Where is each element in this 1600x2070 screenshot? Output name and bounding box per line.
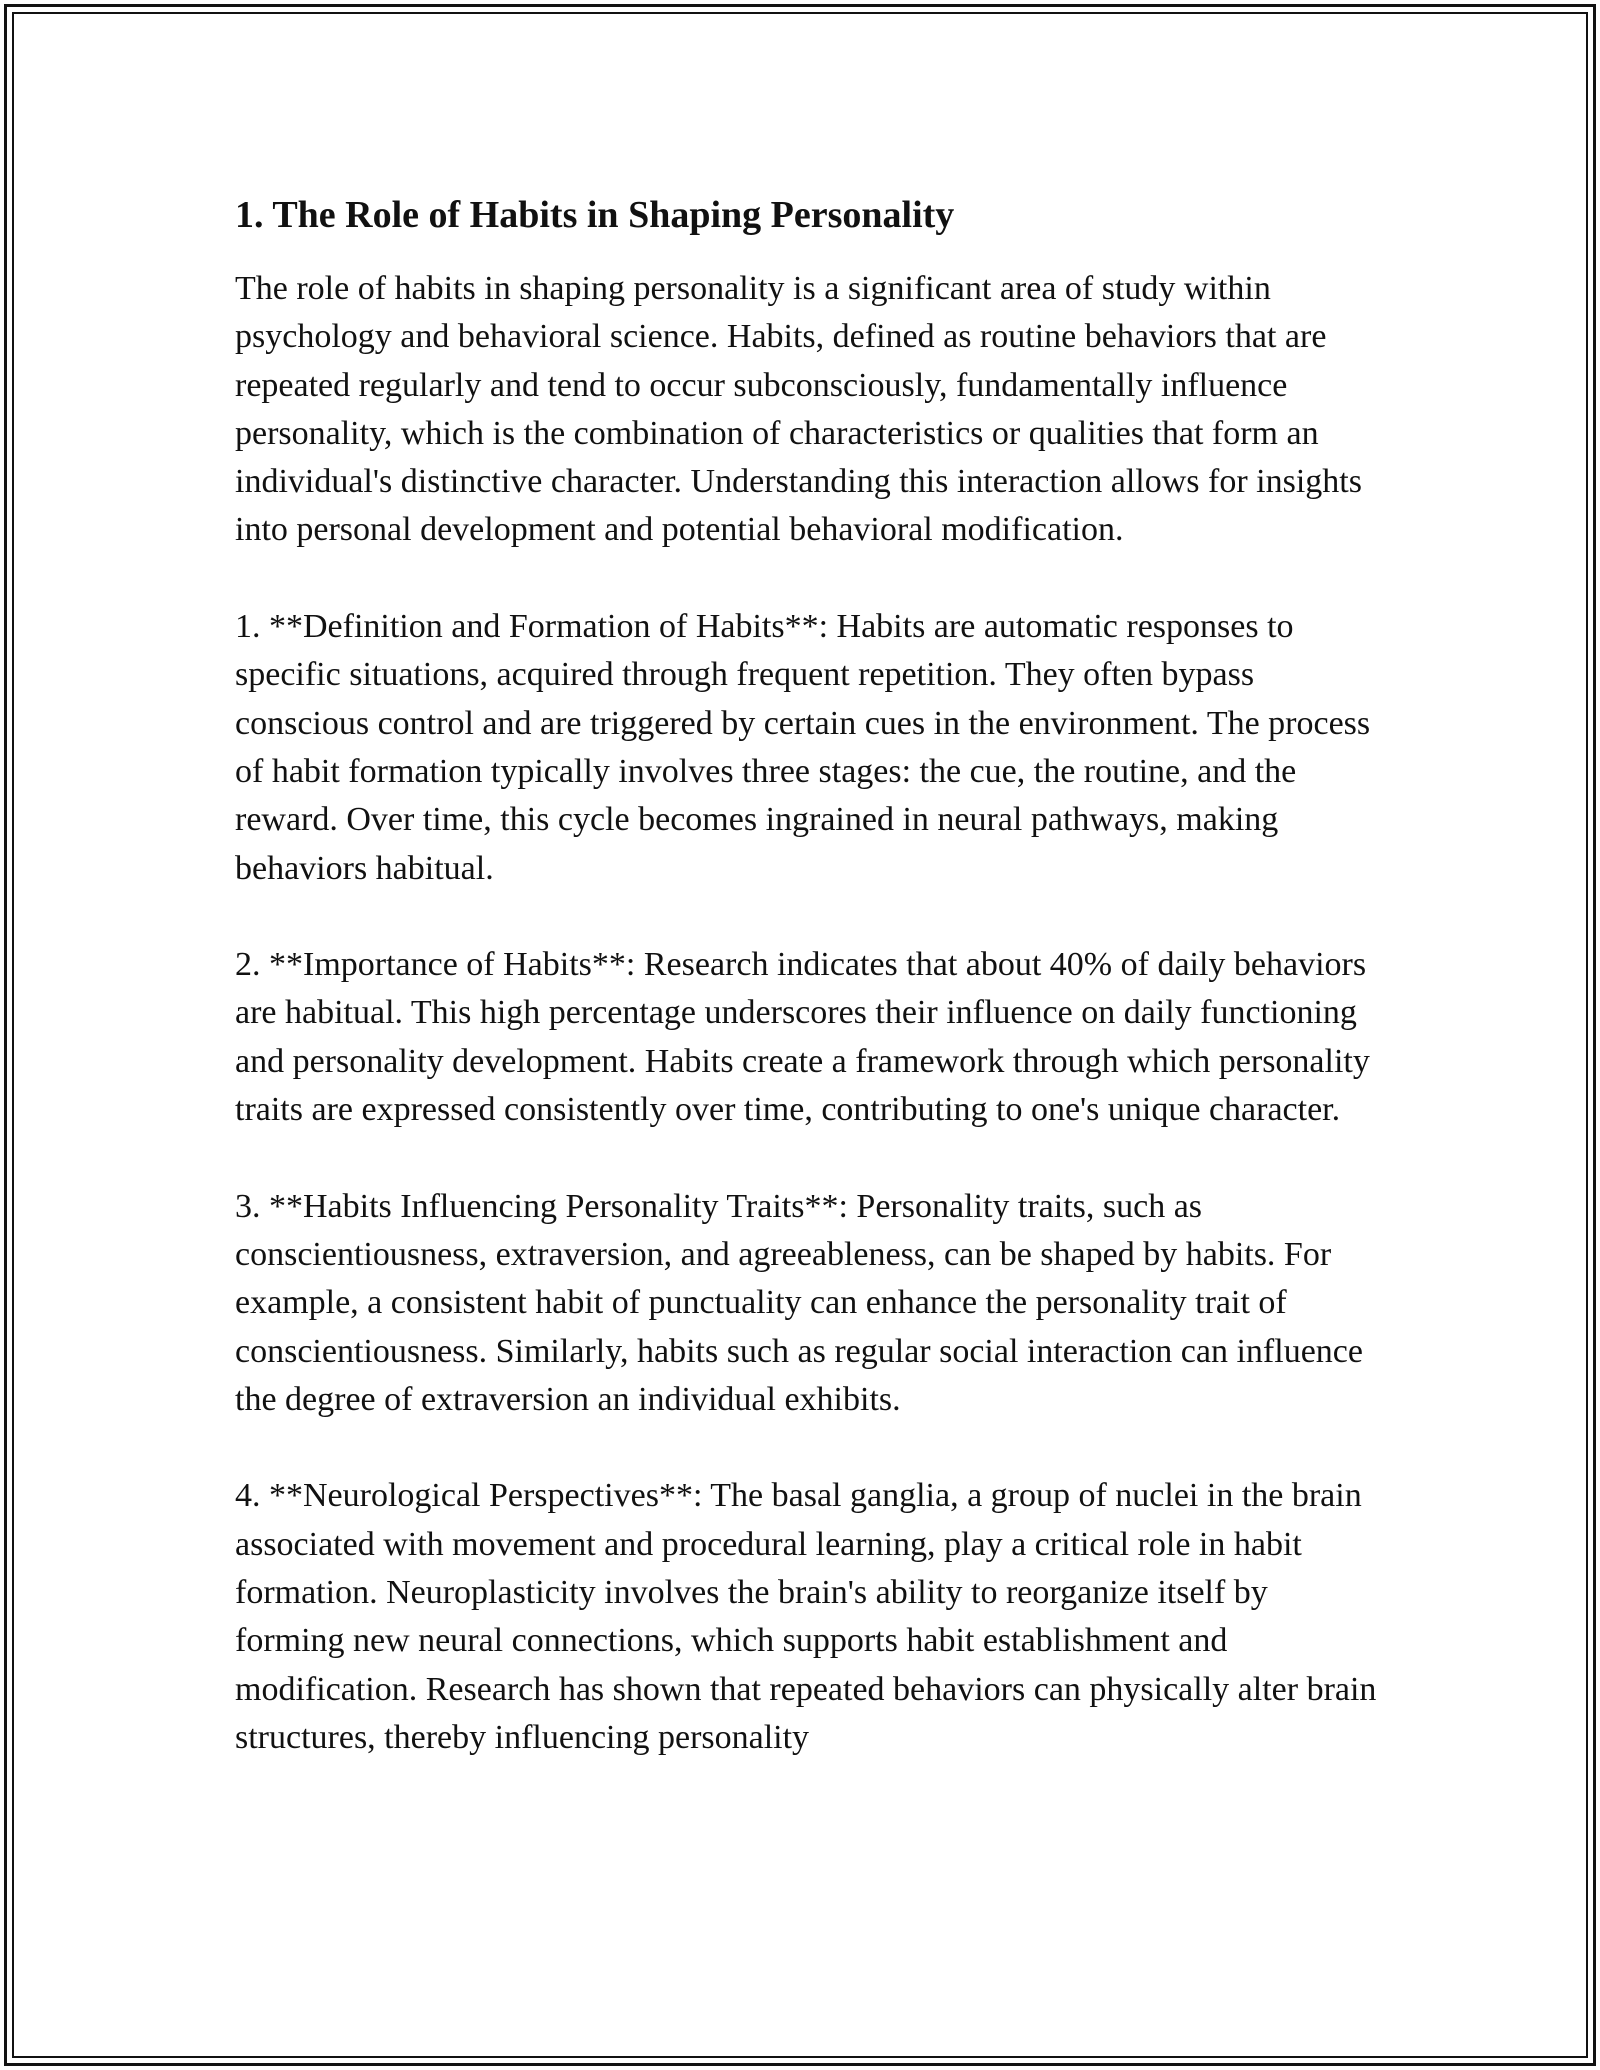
section-heading: 1. The Role of Habits in Shaping Personality: [235, 194, 955, 236]
paragraph-definition-formation: 1. **Definition and Formation of Habits**: Habits are automatic responses to specific situations, acquired through frequent repetition. They often bypass conscious control and are triggered by certain cues in the environment. The process of habit formation typically involves three stages: the cue, the routine, and the reward. Over time, this cycle becomes ingrained in neural pathways, making behaviors habitual.: [235, 608, 1371, 887]
intro-paragraph: The role of habits in shaping personality is a significant area of study within psychology and behavioral science. Habits, defined as routine behaviors that are repeated regularly and tend to occur subconsciously, fundamentally influence personality, which is the combination of characteristics or qualities that form an individual's distinctive character. Understanding this interaction allows for insights into personal development and potential behavioral modification.: [235, 270, 1362, 549]
paragraph-importance: 2. **Importance of Habits**: Research indicates that about 40% of daily behaviors are habitual. This high percentage underscores their influence on daily functioning and personality development. Habits create a framework through which personality traits are expressed consistently over time, contributing to one's unique character.: [235, 946, 1370, 1129]
document-body: [235, 187, 1385, 1762]
paragraph-personality-traits: 3. **Habits Influencing Personality Traits**: Personality traits, such as conscientiousness, extraversion, and agreeableness, can be shaped by habits. For example, a consistent habit of punctuality can enhance the personality trait of conscientiousness. Similarly, habits such as regular social interaction can influence the degree of extraversion an individual exhibits.: [235, 1187, 1363, 1418]
paragraph-neurological: 4. **Neurological Perspectives**: The basal ganglia, a group of nuclei in the brain associated with movement and procedural learning, play a critical role in habit formation. Neuroplasticity involves the brain's ability to reorganize itself by forming new neural connections, which supports habit establishment and modification. Research has shown that repeated behaviors can physically alter brain structures, thereby influencing personality: [235, 1477, 1377, 1756]
